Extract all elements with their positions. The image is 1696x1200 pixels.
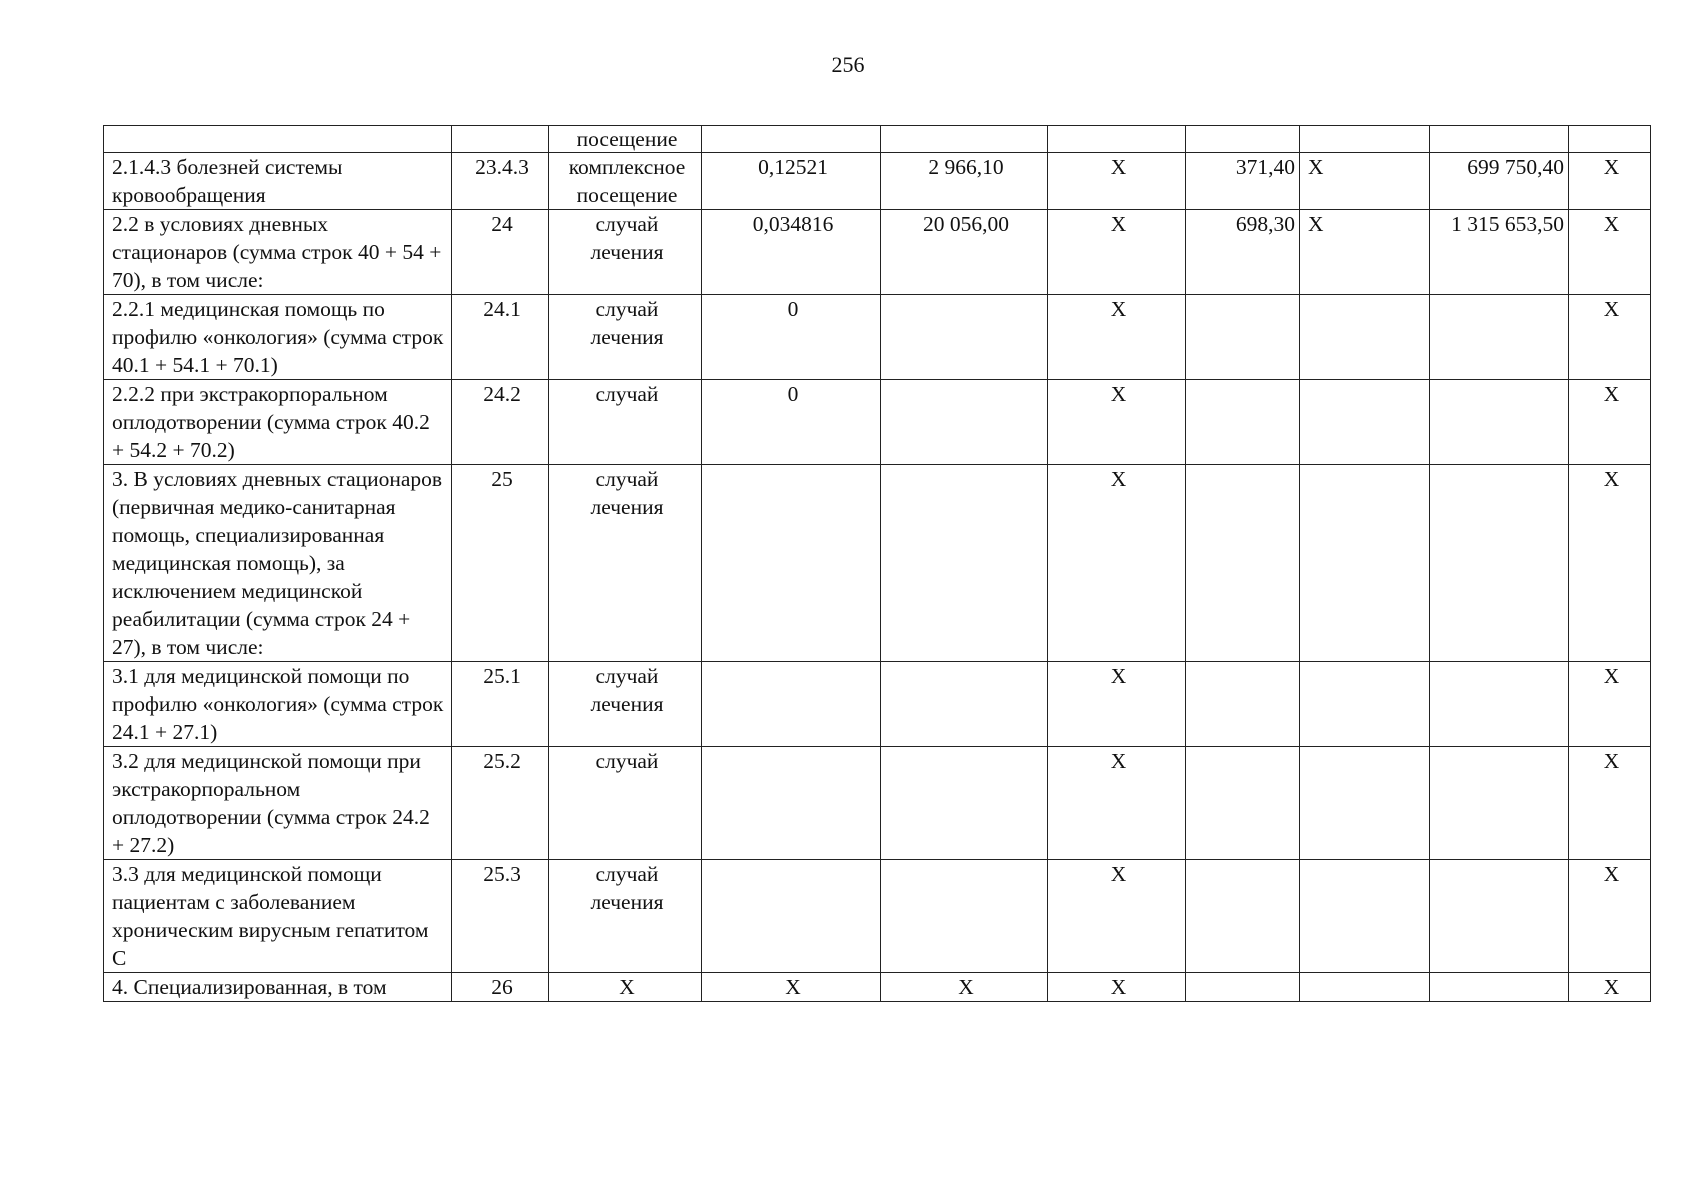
cell-unit: случай лечения — [549, 295, 702, 380]
cell-value: 699 750,40 — [1430, 153, 1569, 210]
cell-value — [1430, 465, 1569, 662]
cell-unit: случай лечения — [549, 860, 702, 973]
cell-unit: комплексное посещение — [549, 153, 702, 210]
cell-value: 0 — [702, 295, 881, 380]
cell-value — [702, 126, 881, 153]
cell-value: 698,30 — [1186, 210, 1300, 295]
cell-name: 4. Специализированная, в том — [104, 973, 452, 1002]
cell-value — [1430, 860, 1569, 973]
cell-value: 371,40 — [1186, 153, 1300, 210]
cell-unit: случай лечения — [549, 662, 702, 747]
cell-value — [1300, 973, 1430, 1002]
cell-row-number: 25.3 — [452, 860, 549, 973]
cell-row-number: 24 — [452, 210, 549, 295]
cell-value: X — [1048, 380, 1186, 465]
cell-value — [1430, 126, 1569, 153]
cell-value — [881, 662, 1048, 747]
table-row — [104, 126, 1651, 153]
cell-value — [1300, 747, 1430, 860]
cell-value — [1186, 126, 1300, 153]
data-table — [103, 125, 1651, 1002]
cell-value — [1048, 126, 1186, 153]
table-row — [104, 465, 1651, 662]
cell-value — [881, 380, 1048, 465]
cell-name: 3. В условиях дневных стационаров (первичная медико-санитарная помощь, специализированная медицинская помощь), за исключением медицинской реабилитации (сумма строк 24 + 27), в том числе: — [104, 465, 452, 662]
cell-value — [1300, 465, 1430, 662]
cell-name: 2.2.1 медицинская помощь по профилю «онкология» (сумма строк 40.1 + 54.1 + 70.1) — [104, 295, 452, 380]
cell-value — [881, 295, 1048, 380]
cell-value — [881, 465, 1048, 662]
cell-value: X — [1048, 210, 1186, 295]
cell-value — [1186, 465, 1300, 662]
cell-value: X — [1048, 747, 1186, 860]
table-row — [104, 973, 1651, 1002]
cell-value — [881, 747, 1048, 860]
cell-value — [1430, 295, 1569, 380]
cell-value: X — [1048, 465, 1186, 662]
table-row — [104, 380, 1651, 465]
cell-value: X — [702, 973, 881, 1002]
cell-value — [1186, 973, 1300, 1002]
cell-value: 1 315 653,50 — [1430, 210, 1569, 295]
cell-value — [1430, 662, 1569, 747]
cell-value: X — [1300, 153, 1430, 210]
cell-value — [702, 747, 881, 860]
table-row — [104, 662, 1651, 747]
cell-value: X — [1569, 380, 1651, 465]
cell-value — [1186, 747, 1300, 860]
cell-unit: случай — [549, 380, 702, 465]
cell-value: 0,034816 — [702, 210, 881, 295]
cell-value — [1300, 860, 1430, 973]
cell-value: X — [1048, 662, 1186, 747]
cell-value — [1300, 295, 1430, 380]
cell-row-number — [452, 126, 549, 153]
cell-name: 3.1 для медицинской помощи по профилю «онкология» (сумма строк 24.1 + 27.1) — [104, 662, 452, 747]
cell-value: 2 966,10 — [881, 153, 1048, 210]
cell-row-number: 23.4.3 — [452, 153, 549, 210]
cell-value: 0 — [702, 380, 881, 465]
cell-value — [1186, 860, 1300, 973]
cell-value — [881, 860, 1048, 973]
cell-value — [881, 126, 1048, 153]
cell-row-number: 25.2 — [452, 747, 549, 860]
table-body — [104, 126, 1651, 1002]
cell-value — [1430, 973, 1569, 1002]
cell-value — [1569, 126, 1651, 153]
table-row — [104, 153, 1651, 210]
table-row — [104, 210, 1651, 295]
cell-value — [1186, 662, 1300, 747]
page-number: 256 — [831, 52, 865, 77]
cell-value — [1186, 380, 1300, 465]
cell-value: X — [1048, 295, 1186, 380]
cell-value: 20 056,00 — [881, 210, 1048, 295]
cell-value: X — [1048, 860, 1186, 973]
cell-value — [702, 662, 881, 747]
table-row — [104, 747, 1651, 860]
cell-value — [1300, 126, 1430, 153]
cell-row-number: 25 — [452, 465, 549, 662]
cell-value: X — [1569, 662, 1651, 747]
cell-value: X — [1300, 210, 1430, 295]
cell-value — [1186, 295, 1300, 380]
cell-value — [702, 465, 881, 662]
cell-unit: случай лечения — [549, 465, 702, 662]
table-row — [104, 860, 1651, 973]
cell-value: X — [1048, 973, 1186, 1002]
cell-value: X — [1569, 153, 1651, 210]
cell-name: 3.2 для медицинской помощи при экстракорпоральном оплодотворении (сумма строк 24.2 + 27.2) — [104, 747, 452, 860]
cell-row-number: 25.1 — [452, 662, 549, 747]
cell-value: X — [1569, 295, 1651, 380]
cell-value — [1300, 380, 1430, 465]
cell-unit: X — [549, 973, 702, 1002]
cell-unit: посещение — [549, 126, 702, 153]
cell-value: X — [1569, 210, 1651, 295]
cell-unit: случай — [549, 747, 702, 860]
cell-row-number: 26 — [452, 973, 549, 1002]
cell-value: X — [881, 973, 1048, 1002]
cell-value: 0,12521 — [702, 153, 881, 210]
cell-value: X — [1048, 153, 1186, 210]
cell-value — [1300, 662, 1430, 747]
cell-name: 2.2.2 при экстракорпоральном оплодотворении (сумма строк 40.2 + 54.2 + 70.2) — [104, 380, 452, 465]
cell-value — [1430, 747, 1569, 860]
cell-row-number: 24.1 — [452, 295, 549, 380]
cell-name — [104, 126, 452, 153]
cell-value: X — [1569, 973, 1651, 1002]
cell-name: 3.3 для медицинской помощи пациентам с заболеванием хроническим вирусным гепатитом С — [104, 860, 452, 973]
cell-value: X — [1569, 465, 1651, 662]
cell-name: 2.1.4.3 болезней системы кровообращения — [104, 153, 452, 210]
cell-value — [702, 860, 881, 973]
cell-value: X — [1569, 747, 1651, 860]
cell-value: X — [1569, 860, 1651, 973]
cell-name: 2.2 в условиях дневных стационаров (сумма строк 40 + 54 + 70), в том числе: — [104, 210, 452, 295]
cell-row-number: 24.2 — [452, 380, 549, 465]
cell-value — [1430, 380, 1569, 465]
table-row — [104, 295, 1651, 380]
cell-unit: случай лечения — [549, 210, 702, 295]
